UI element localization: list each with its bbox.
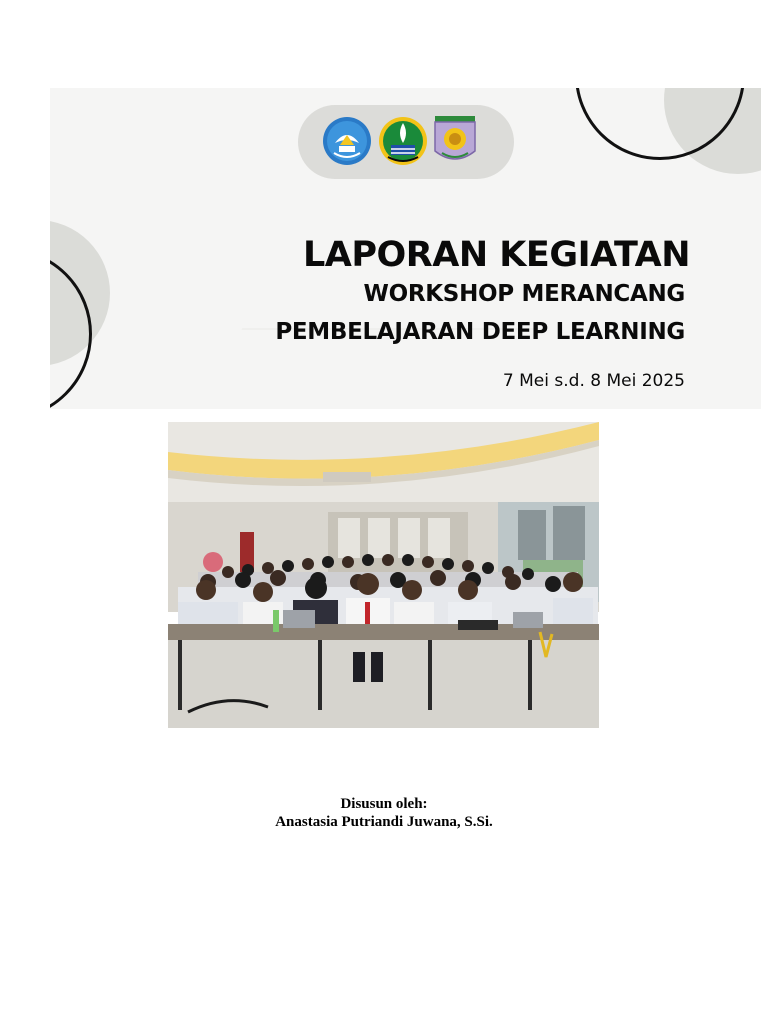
logo-strip xyxy=(298,105,514,179)
author-block xyxy=(0,795,768,831)
workshop-group-photo xyxy=(168,422,599,728)
report-subtitle-line2: PEMBELAJARAN DEEP LEARNING xyxy=(275,319,685,345)
regional-emblem-icon xyxy=(430,113,480,169)
report-title: LAPORAN KEGIATAN xyxy=(303,235,690,275)
author-name: Anastasia Putriandi Juwana, S.Si. xyxy=(275,814,493,830)
cover-banner xyxy=(50,88,761,409)
prepared-by-label: Disusun oleh: xyxy=(340,796,428,812)
jawa-barat-logo-icon xyxy=(378,113,428,169)
kemendikbud-logo-icon xyxy=(322,113,372,169)
event-date: 7 Mei s.d. 8 Mei 2025 xyxy=(502,371,685,391)
report-subtitle-line1: WORKSHOP MERANCANG xyxy=(363,281,685,307)
